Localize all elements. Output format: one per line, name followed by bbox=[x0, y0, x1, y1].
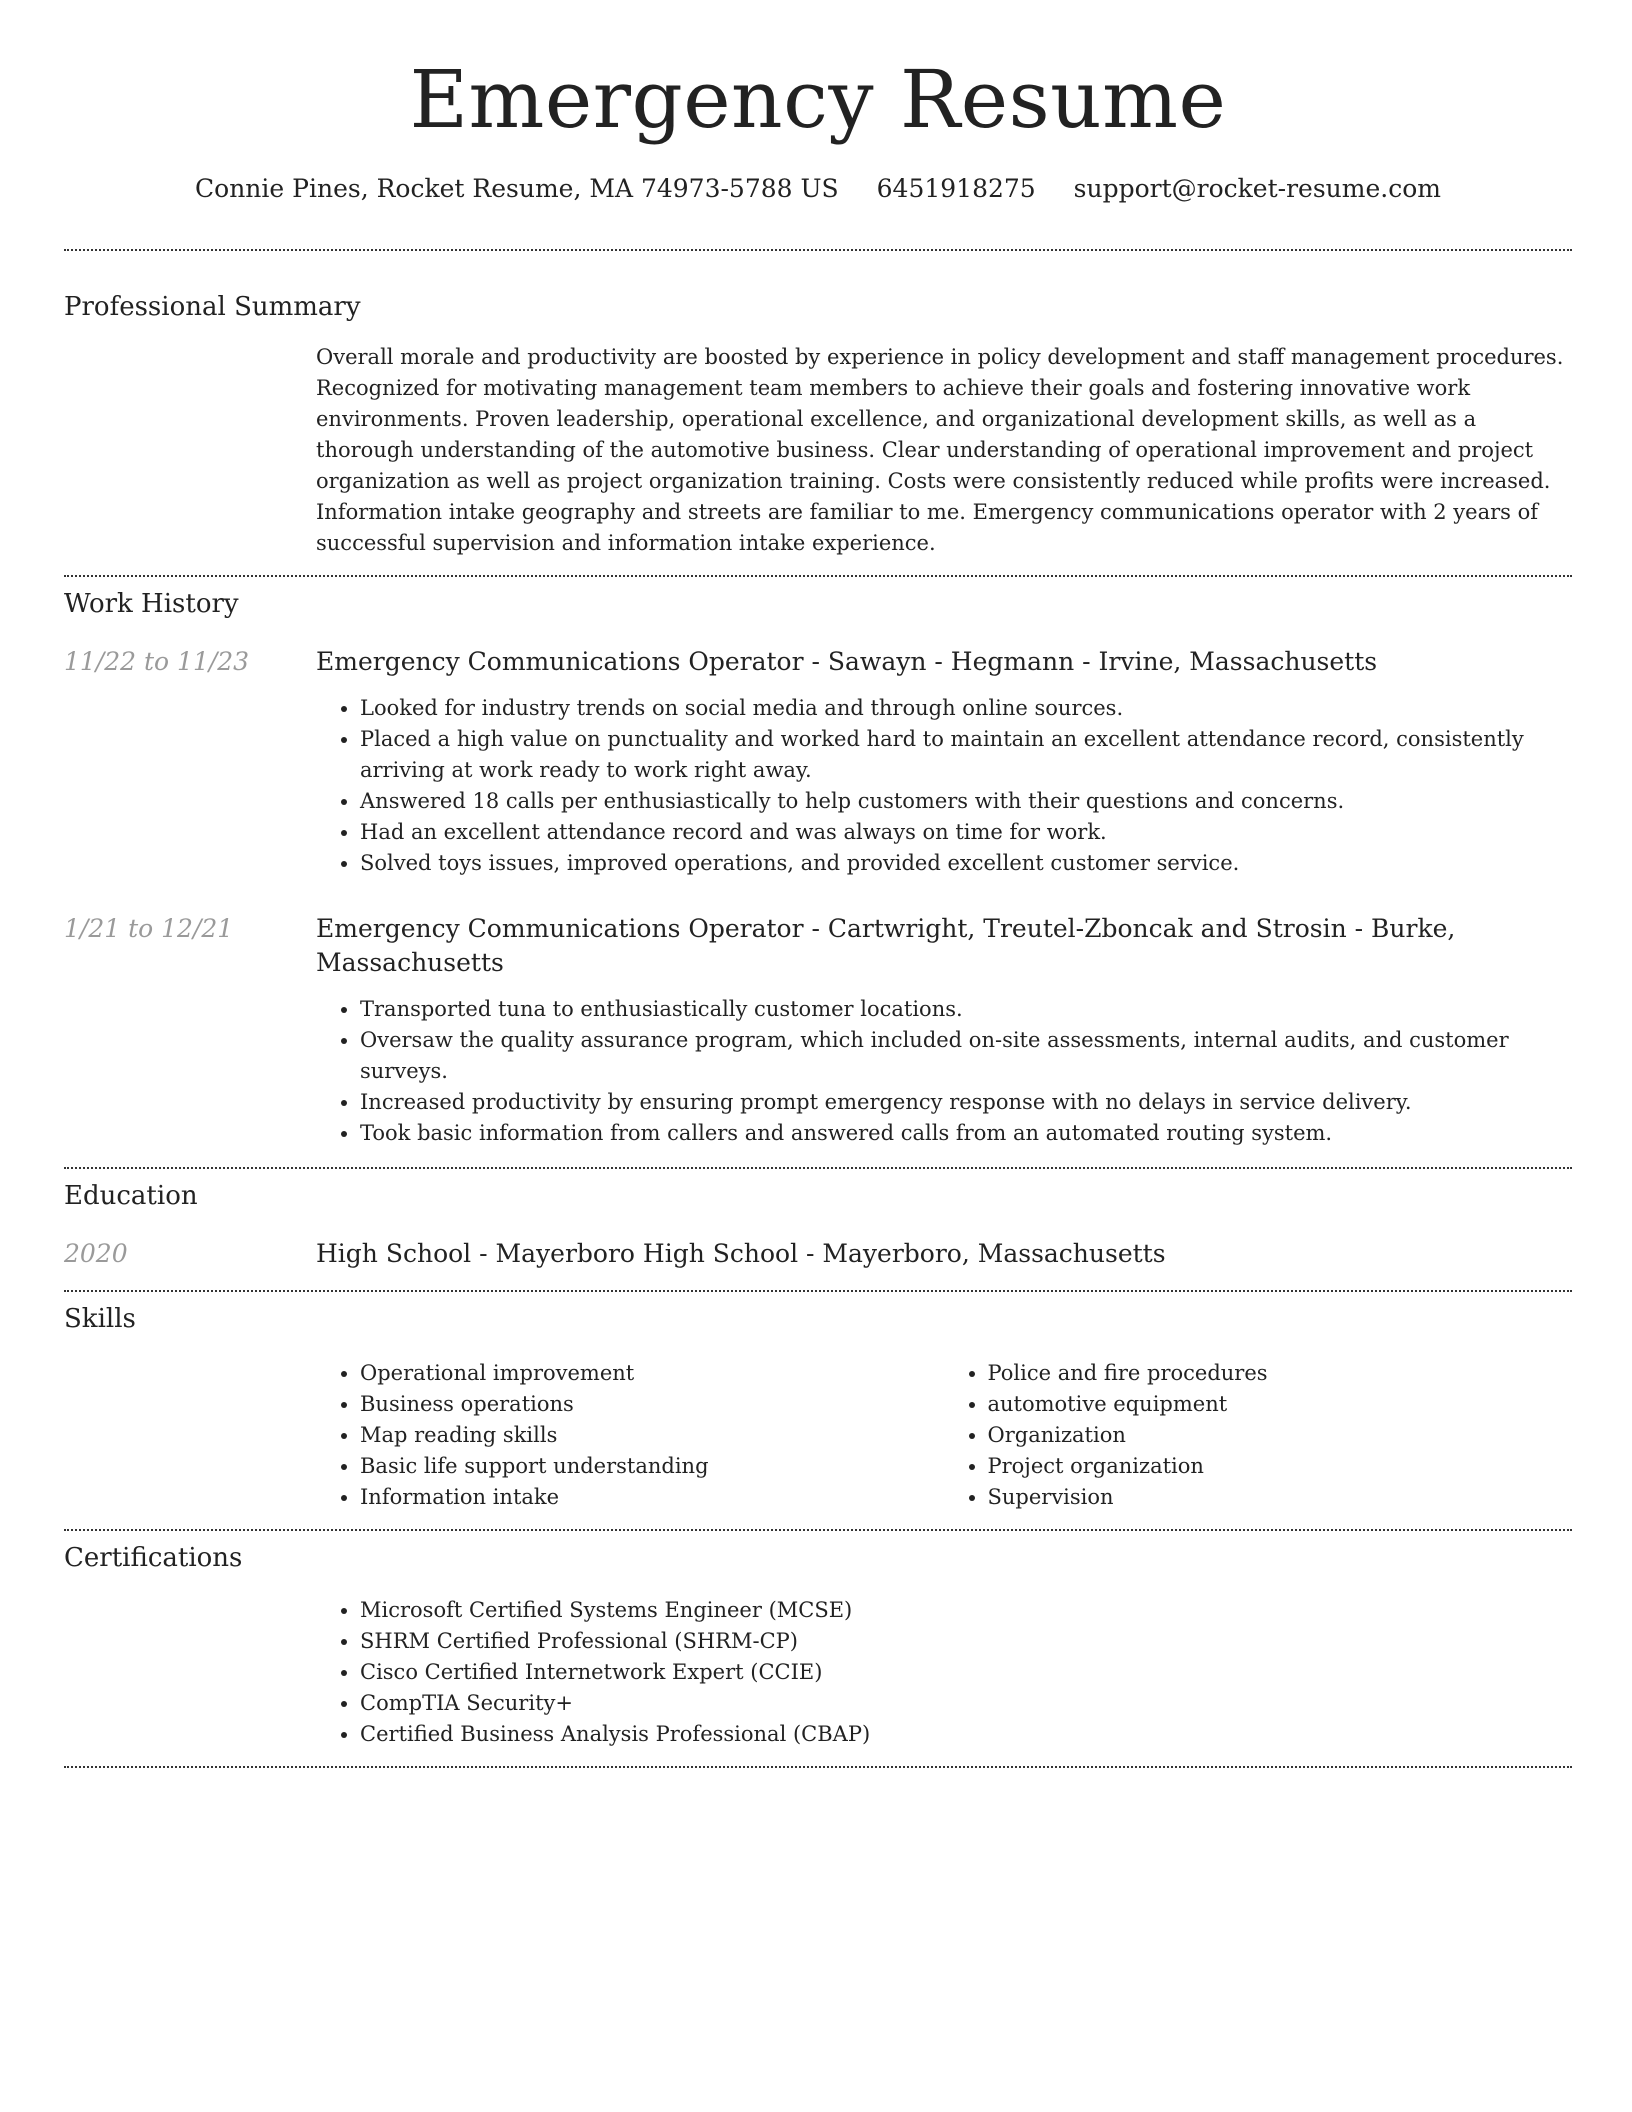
education-entry bbox=[64, 1237, 1572, 1271]
list-item: • automotive equipment bbox=[988, 1389, 1572, 1420]
list-item: • Placed a high value on punctuality and worked hard to maintain an excellent attendance record, consistently arriving at work ready to work right away. bbox=[360, 724, 1571, 786]
resume-title: Emergency Resume bbox=[409, 53, 1227, 146]
list-item: • Basic life support understanding bbox=[360, 1451, 944, 1482]
list-item: • Took basic information from callers and answered calls from an automated routing system. bbox=[360, 1118, 1571, 1149]
resume-page bbox=[64, 0, 1572, 1768]
divider bbox=[64, 575, 1572, 577]
list-item: • Information intake bbox=[360, 1482, 944, 1513]
list-item: • SHRM Certified Professional (SHRM-CP) bbox=[360, 1626, 1571, 1657]
list-item: • Business operations bbox=[360, 1389, 944, 1420]
contact-line bbox=[64, 172, 1572, 206]
divider bbox=[64, 1529, 1572, 1531]
certifications-block bbox=[316, 1595, 1571, 1750]
contact-phone: 6451918275 bbox=[876, 174, 1036, 203]
list-item: • Certified Business Analysis Professional (CBAP) bbox=[360, 1719, 1571, 1750]
skills-list-left bbox=[316, 1358, 944, 1513]
job-company: - Sawayn - Hegmann - Irvine, Massachusetts bbox=[803, 647, 1378, 676]
education-school: - Mayerboro High School - Mayerboro, Massachusetts bbox=[471, 1239, 1166, 1268]
skills-list-right bbox=[944, 1358, 1572, 1513]
list-item: • Had an excellent attendance record and was always on time for work. bbox=[360, 817, 1571, 848]
list-item: • Increased productivity by ensuring prompt emergency response with no delays in service delivery. bbox=[360, 1087, 1571, 1118]
job-entry bbox=[64, 912, 1572, 1149]
list-item: • Supervision bbox=[988, 1482, 1572, 1513]
list-item: • Project organization bbox=[988, 1451, 1572, 1482]
section-title-work-history: Work History bbox=[64, 589, 239, 619]
education-date: 2020 bbox=[64, 1239, 128, 1268]
list-item: • Operational improvement bbox=[360, 1358, 944, 1389]
section-title-certifications: Certifications bbox=[64, 1543, 243, 1573]
section-title-skills: Skills bbox=[64, 1304, 136, 1334]
list-item: • Cisco Certified Internetwork Expert (CCIE) bbox=[360, 1657, 1571, 1688]
education-degree: High School bbox=[316, 1239, 472, 1268]
contact-email: support@rocket-resume.com bbox=[1073, 174, 1441, 203]
job-title: Emergency Communications Operator bbox=[316, 914, 804, 943]
contact-address: Connie Pines, Rocket Resume, MA 74973-5788 US bbox=[195, 174, 839, 203]
certifications-list bbox=[316, 1595, 1571, 1750]
list-item: • Answered 18 calls per enthusiastically to help customers with their questions and concerns. bbox=[360, 786, 1571, 817]
job-heading bbox=[316, 912, 1571, 980]
job-bullets bbox=[316, 994, 1571, 1149]
list-item: • Transported tuna to enthusiastically customer locations. bbox=[360, 994, 1571, 1025]
job-title: Emergency Communications Operator bbox=[316, 647, 804, 676]
section-title-summary: Professional Summary bbox=[64, 292, 361, 322]
skills-grid bbox=[316, 1358, 1571, 1513]
divider bbox=[64, 1766, 1572, 1768]
job-heading bbox=[316, 645, 1571, 679]
list-item: • Microsoft Certified Systems Engineer (MCSE) bbox=[360, 1595, 1571, 1626]
divider bbox=[64, 1167, 1572, 1169]
job-bullets bbox=[316, 693, 1571, 879]
list-item: • Organization bbox=[988, 1420, 1572, 1451]
summary-text: Overall morale and productivity are boosted by experience in policy development and staff management procedures. Recognized for motivating management team members to achieve their goals and fostering innovative work environments. Proven leadership, operational excellence, and organizational development skills, as well as a thorough understanding of the automotive business. Clear understanding of operational improvement and project organization as well as project organization training. Costs were consistently reduced while profits were increased. Information intake geography and streets are familiar to me. Emergency communications operator with 2 years of successful supervision and information intake experience. bbox=[316, 345, 1564, 555]
education-heading bbox=[316, 1237, 1571, 1271]
list-item: • Map reading skills bbox=[360, 1420, 944, 1451]
list-item: • Looked for industry trends on social media and through online sources. bbox=[360, 693, 1571, 724]
divider bbox=[64, 1290, 1572, 1292]
section-title-education: Education bbox=[64, 1181, 198, 1211]
job-company: - Cartwright, Treutel-Zboncak and Strosin - Burke, Massachusetts bbox=[316, 914, 1456, 977]
list-item: • CompTIA Security+ bbox=[360, 1688, 1571, 1719]
divider bbox=[64, 249, 1572, 251]
job-dates: 11/22 to 11/23 bbox=[64, 647, 250, 676]
job-dates: 1/21 to 12/21 bbox=[64, 914, 234, 943]
job-entry bbox=[64, 645, 1572, 879]
list-item: • Solved toys issues, improved operations, and provided excellent customer service. bbox=[360, 848, 1571, 879]
list-item: • Oversaw the quality assurance program, which included on-site assessments, internal audits, and customer surveys. bbox=[360, 1025, 1571, 1087]
list-item: • Police and fire procedures bbox=[988, 1358, 1572, 1389]
